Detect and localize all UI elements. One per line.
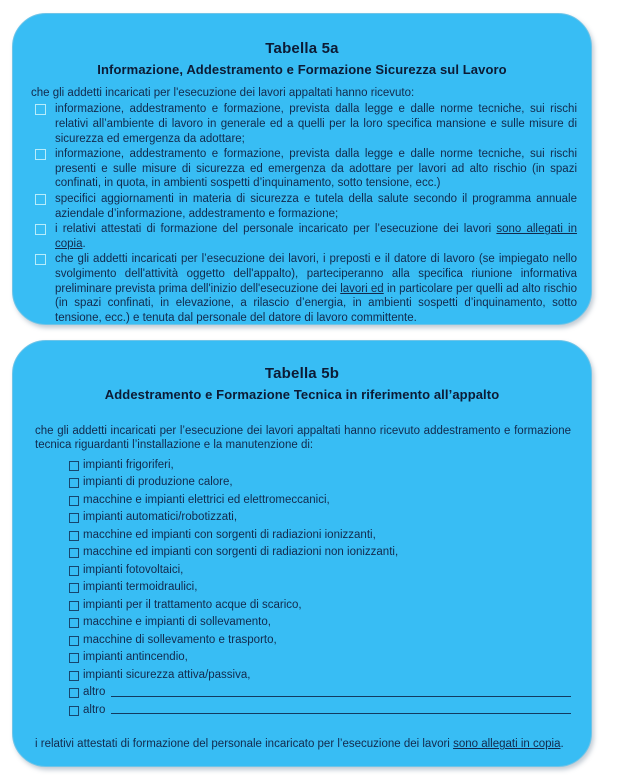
list-item-label: specifici aggiornamenti in materia di sicurezza e tutela della salute secondo il programma annuale aziendale d’informazione, addestramento e formazione; (55, 192, 577, 220)
checkbox-icon[interactable] (35, 224, 46, 235)
altro-input-line-1[interactable] (111, 687, 571, 697)
table-5a-title: Tabella 5a (265, 40, 339, 57)
list-item[interactable] (69, 702, 571, 720)
list-item-label (55, 252, 577, 325)
table-5b-title: Tabella 5b (264, 365, 340, 382)
altro-input-line-2[interactable] (111, 704, 571, 714)
list-item[interactable] (69, 597, 571, 615)
list-item-label: impianti sicurezza attiva/passiva, (83, 668, 251, 681)
checkbox-icon[interactable] (69, 478, 79, 488)
list-item-label: impianti fotovoltaici, (83, 563, 184, 576)
list-item[interactable] (69, 579, 571, 597)
list-item[interactable] (69, 614, 571, 632)
list-item-label: altro (83, 686, 106, 699)
list-item-label-underlined: lavori ed (340, 282, 384, 295)
list-item-label: macchine e impianti elettrici ed elettromeccanici, (83, 493, 330, 506)
checkbox-icon[interactable] (35, 104, 46, 115)
checkbox-icon[interactable] (35, 149, 46, 160)
table-5a-subtitle: Informazione, Addestramento e Formazione Sicurezza sul Lavoro (97, 62, 507, 77)
checkbox-icon[interactable] (69, 706, 79, 716)
checkbox-icon[interactable] (69, 653, 79, 663)
table-5b-panel (12, 340, 592, 767)
list-item[interactable] (69, 649, 571, 667)
list-item-label: impianti antincendio, (83, 651, 188, 664)
list-item[interactable] (69, 509, 571, 527)
list-item-label: impianti per il trattamento acque di scarico, (83, 598, 302, 611)
list-item[interactable] (69, 492, 571, 510)
list-item[interactable] (69, 667, 571, 685)
list-item-label-underlined: sono allegati in copia (55, 223, 577, 250)
list-item-label (55, 222, 577, 251)
list-item[interactable] (35, 192, 577, 221)
table-5a-intro: che gli addetti incaricati per l'esecuzione dei lavori appaltati hanno ricevuto: (31, 87, 415, 99)
list-item-label: macchine di sollevamento e trasporto, (83, 633, 277, 646)
table-5a-panel (12, 13, 592, 325)
list-item[interactable] (69, 457, 571, 475)
checkbox-icon[interactable] (69, 531, 79, 541)
list-item-label-part: in particolare per quelli ad alto rischio (in spazi confinati, in elevazione, a rilascio d’energia, in ambienti sospetti d’inquinamento, sotto tensione, ecc.) e tenuta dal personale del datore di lavoro committente. (55, 282, 577, 324)
checkbox-icon[interactable] (35, 254, 46, 265)
list-item-label: altro (83, 703, 106, 716)
list-item-label: informazione, addestramento e formazione, prevista dalla legge e dalle norme tecniche, sui rischi presenti e sulle misure di sicurezza ed emergenza da adottare per lavori ad alto rischio (in spazi confinati, in quota, in ambienti sospetti d’inquinamento, sotto tensione, ecc.) (55, 148, 577, 190)
checkbox-icon[interactable] (69, 461, 79, 471)
checkbox-icon[interactable] (69, 618, 79, 628)
checkbox-icon[interactable] (69, 513, 79, 523)
list-item[interactable] (69, 474, 571, 492)
table-5b-footer (13, 719, 591, 752)
checkbox-icon[interactable] (35, 194, 46, 205)
checkbox-icon[interactable] (69, 496, 79, 506)
checkbox-icon[interactable] (69, 601, 79, 611)
list-item-label: macchine e impianti di sollevamento, (83, 616, 271, 629)
list-item-label-part: . (82, 237, 86, 250)
list-item-label: impianti automatici/robotizzati, (83, 511, 238, 524)
list-item[interactable] (69, 562, 571, 580)
checkbox-icon[interactable] (69, 566, 79, 576)
list-item-label: informazione, addestramento e formazione, prevista dalla legge e dalle norme tecniche, sui rischi relativi all’ambiente di lavoro in generale ed a quelli per la loro specifica mansione e sulle misure di sicurezza ed emergenza da adottare; (55, 103, 577, 145)
list-item[interactable] (69, 527, 571, 545)
list-item[interactable] (35, 147, 577, 191)
checkbox-icon[interactable] (69, 671, 79, 681)
list-item-label: macchine ed impianti con sorgenti di radiazioni ionizzanti, (83, 528, 376, 541)
checkbox-icon[interactable] (69, 636, 79, 646)
list-item-label-part: i relativi attestati di formazione del personale incaricato per l’esecuzione dei lavori (55, 223, 497, 236)
list-item[interactable] (69, 632, 571, 650)
checkbox-icon[interactable] (69, 688, 79, 698)
list-item-label: impianti di produzione calore, (83, 476, 233, 489)
footer-text-part: . (560, 738, 564, 751)
table-5a-list (13, 102, 591, 325)
list-item[interactable] (69, 544, 571, 562)
footer-text-part: i relativi attestati di formazione del personale incaricato per l’esecuzione dei lavori (35, 738, 454, 751)
list-item-label: impianti termoidraulici, (83, 581, 198, 594)
table-5b-list (13, 457, 591, 720)
table-5b-subtitle: Addestramento e Formazione Tecnica in riferimento all’appalto (104, 387, 500, 402)
list-item-label: impianti frigoriferi, (83, 458, 174, 471)
list-item[interactable] (35, 102, 577, 146)
list-item-label: macchine ed impianti con sorgenti di radiazioni non ionizzanti, (83, 546, 399, 559)
list-item[interactable] (35, 252, 577, 325)
list-item[interactable] (69, 684, 571, 702)
table-5b-intro: che gli addetti incaricati per l’esecuzione dei lavori appaltati hanno ricevuto addestramento e formazione tecnica riguardanti l’installazione e la manutenzione di: (35, 425, 571, 452)
list-item[interactable] (35, 222, 577, 251)
checkbox-icon[interactable] (69, 583, 79, 593)
list-item-label-part: che gli addetti incaricati per l’esecuzione dei lavori, i preposti e il datore di lavoro (se impiegato nello svolgimento dell'attività oggetto dell'appalto), parteciperanno alla specifica riunione informativa preliminare prevista prima dell'inizio dell'esecuzione dei (55, 253, 577, 295)
checkbox-icon[interactable] (69, 548, 79, 558)
footer-text-underlined: sono allegati in copia (453, 738, 561, 751)
